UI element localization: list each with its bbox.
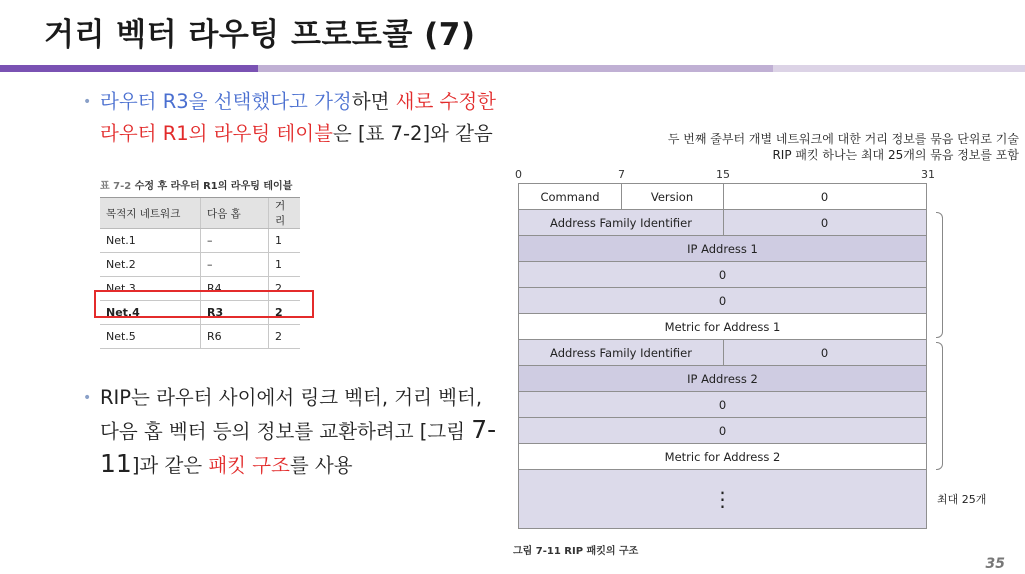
field-zero: 0 (718, 267, 727, 282)
packet-row-metric-2 (518, 443, 927, 470)
ellipsis-icon: ⋮ (712, 487, 733, 511)
title-underline-light (773, 65, 1025, 72)
cell-distance: 2 (269, 277, 301, 301)
cell-destination: Net.3 (100, 277, 201, 301)
cell-destination: Net.1 (100, 229, 201, 253)
header-distance: 거리 (269, 198, 301, 229)
bullet-1-part4: 은 [표 7-2]와 같음 (332, 122, 493, 145)
highlight-box (94, 290, 314, 318)
bullet-2-part5: 를 사용 (289, 454, 353, 477)
packet-row-zero-1b (518, 287, 927, 314)
cell-destination: Net.5 (100, 325, 201, 349)
field-zero: 0 (820, 345, 829, 360)
bullet-2-figure-ref: 7-11 (100, 415, 497, 478)
title-underline-dark (0, 65, 258, 72)
header-destination: 목적지 네트워크 (100, 198, 201, 229)
cell-next-hop: R6 (201, 325, 269, 349)
packet-note-line2: RIP 패킷 하나는 최대 25개의 묶음 정보를 포함 (772, 148, 1019, 162)
field-zero: 0 (718, 293, 727, 308)
cell-distance: 1 (269, 229, 301, 253)
field-zero: 0 (718, 397, 727, 412)
page-number: 35 (985, 556, 1005, 572)
bullet-2-part1: RIP는 라우터 사이에서 링크 벡터, 거리 벡터, 다음 홉 벡터 등의 정보를 교환하려고 [그림 (100, 386, 483, 443)
brace-group-1 (936, 212, 943, 338)
cell-destination: Net.2 (100, 253, 201, 277)
bullet-2-part3: ]과 같은 (131, 454, 209, 477)
slide-title: 거리 벡터 라우팅 프로토콜 (7) (44, 17, 476, 53)
bullet-1-part1: 라우터 R3을 선택했다고 가정 (100, 90, 352, 113)
packet-row-zero-1a (518, 261, 927, 288)
table-caption-num: 표 7-2 (100, 181, 132, 192)
field-ip-address-2: IP Address 2 (687, 371, 758, 386)
bit-label-15: 15 (716, 168, 730, 181)
table-caption-text: 수정 후 라우터 R1의 라우팅 테이블 (134, 181, 293, 192)
header-next-hop: 다음 홉 (201, 198, 269, 229)
table-row (100, 229, 300, 253)
field-metric-2: Metric for Address 2 (664, 449, 781, 464)
bullet-marker: • (83, 390, 92, 406)
table-caption (100, 177, 292, 192)
bullet-2-highlight: 패킷 구조 (208, 454, 290, 477)
field-version: Version (621, 184, 724, 209)
field-afi: Address Family Identifier (519, 340, 724, 365)
bit-label-7: 7 (618, 168, 625, 181)
cell-next-hop: R4 (201, 277, 269, 301)
packet-note-line1: 두 번째 줄부터 개별 네트워크에 대한 거리 정보를 묶음 단위로 기술 (667, 132, 1019, 146)
cell-next-hop: – (201, 253, 269, 277)
field-ip-address-1: IP Address 1 (687, 241, 758, 256)
title-underline-mid (258, 65, 773, 72)
field-metric-1: Metric for Address 1 (664, 319, 781, 334)
cell-destination: Net.4 (100, 301, 201, 325)
field-afi: Address Family Identifier (519, 210, 724, 235)
cell-distance: 2 (269, 301, 301, 325)
cell-distance: 1 (269, 253, 301, 277)
table-row (100, 325, 300, 349)
cell-next-hop: – (201, 229, 269, 253)
brace-group-2 (936, 342, 943, 470)
bit-label-0: 0 (515, 168, 522, 181)
packet-note (668, 131, 1019, 163)
field-zero: 0 (718, 423, 727, 438)
bullet-1-highlight: 새로 수정한 라우터 R1의 라우팅 테이블 (100, 90, 497, 145)
bullet-2 (83, 382, 503, 482)
field-zero: 0 (820, 189, 829, 204)
cell-distance: 2 (269, 325, 301, 349)
cell-next-hop: R3 (201, 301, 269, 325)
table-row (100, 253, 300, 277)
max-entries-label: 최대 25개 (937, 493, 987, 506)
bullet-1-part2: 하면 (351, 90, 396, 113)
packet-row-afi-2 (518, 339, 927, 366)
figure-caption: 그림 7-11 RIP 패킷의 구조 (513, 546, 639, 557)
table-header-row (100, 198, 300, 229)
packet-row-zero-2b (518, 417, 927, 444)
bit-label-31: 31 (921, 168, 935, 181)
routing-table (100, 197, 300, 349)
field-command: Command (519, 184, 622, 209)
packet-row-header (518, 183, 927, 210)
bullet-marker: • (83, 94, 92, 110)
packet-row-afi-1 (518, 209, 927, 236)
packet-row-ip-2 (518, 365, 927, 392)
bullet-1 (83, 86, 503, 150)
packet-row-more (518, 469, 927, 529)
packet-row-zero-2a (518, 391, 927, 418)
field-zero: 0 (820, 215, 829, 230)
packet-row-ip-1 (518, 235, 927, 262)
packet-row-metric-1 (518, 313, 927, 340)
